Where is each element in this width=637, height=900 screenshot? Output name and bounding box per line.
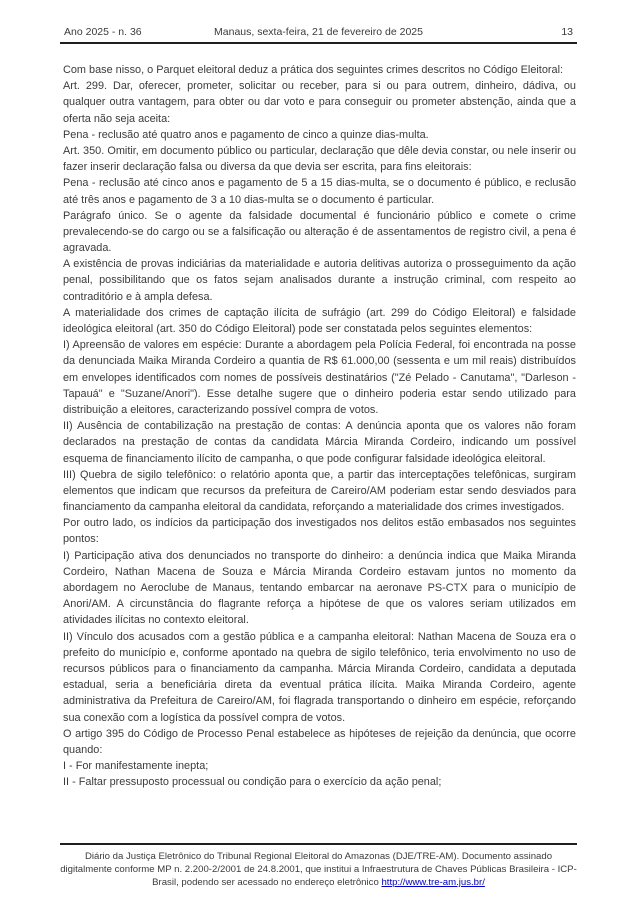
- edition-label: Ano 2025 - n. 36: [64, 26, 142, 38]
- header-divider: [60, 42, 577, 44]
- document-body: [63, 62, 576, 842]
- paragraph-art-299: Art. 299. Dar, oferecer, prometer, solicitar ou receber, para si ou para outrem, dinheiro, dádiva, ou qualquer outra vantagem, para obter ou dar voto e para conseguir ou prometer abstenção, ainda que a oferta não seja aceita:: [63, 80, 576, 125]
- date-location-label: Manaus, sexta-feira, 21 de fevereiro de 2025: [214, 26, 423, 38]
- footer-text: Diário da Justiça Eletrônico do Tribunal Regional Eleitoral do Amazonas (DJE/TRE-AM). Documento assinado digitalmente conforme MP n. 2.200-2/2001 de 24.8.2001, que institui a Infraestrutura de Chaves Públicas Brasileira - ICP-Brasil, podendo ser acessado no endereço eletrônico: [60, 851, 577, 888]
- paragraph-item-ii-ausencia: II) Ausência de contabilização na prestação de contas: A denúncia aponta que os valores não foram declarados na prestação de contas da candidata Márcia Miranda Cordeiro, indicando um possível esquema de financiamento ilícito de campanha, o que pode configurar falsidade ideológica eleitoral.: [63, 420, 576, 465]
- paragraph-pena-299: Pena - reclusão até quatro anos e pagamento de cinco a quinze dias-multa.: [63, 128, 429, 141]
- paragraph-inciso-i: I - For manifestamente inepta;: [63, 760, 209, 773]
- paragraph-art-350: Art. 350. Omitir, em documento público ou particular, declaração que dêle devia constar, ou nele inserir ou fazer inserir declaração falsa ou diversa da que devia ser escrita, para fins eleitorais:: [63, 144, 576, 174]
- paragraph-paragrafo-unico: Parágrafo único. Se o agente da falsidade documental é funcionário público e comete o crime prevalecendo-se do cargo ou se a falsificação ou alteração é de assentamentos de registro civil, a pena é agravada.: [63, 209, 576, 255]
- paragraph-item-i-participacao: I) Participação ativa dos denunciados no transporte do dinheiro: a denúncia indica que Maika Miranda Cordeiro, Nathan Macena de Souza e Márcia Miranda Cordeiro estavam juntos no momento da abordagem no Aeroclube de Manaus, tentando embarcar na aeronave PS-CTX para o município de Anori/AM. A circunstância do flagrante reforça a hipótese de que os valores seriam utilizados em atividades ilícitas no contexto eleitoral.: [63, 549, 576, 627]
- paragraph-por-outro-lado: Por outro lado, os indícios da participação dos investigados nos delitos estão embasados nos seguintes pontos:: [63, 517, 576, 546]
- header-row: [60, 0, 577, 38]
- paragraph-pena-350: Pena - reclusão até cinco anos e pagamento de 5 a 15 dias-multa, se o documento é público, e reclusão até três anos e pagamento de 3 a 10 dias-multa se o documento é particular.: [63, 177, 576, 206]
- paragraph-item-ii-vinculo: II) Vínculo dos acusados com a gestão pública e a campanha eleitoral: Nathan Macena de Souza era o prefeito do município e, conforme apontado na quebra de sigilo telefônico, teria envolvimento no uso de recursos públicos para o financiamento da campanha. Márcia Miranda Cordeiro, candidata a deputada estadual, seria a beneficiária direta da eventual prática ilícita. Maika Miranda Cordeiro, agente administrativa da Prefeitura de Careiro/AM, foi flagrada transportando o dinheiro em espécie, reforçando sua conexão com a logística da possível compra de votos.: [63, 630, 576, 724]
- paragraph-artigo-395: O artigo 395 do Código de Processo Penal estabelece as hipóteses de rejeição da denúncia, que ocorre quando:: [63, 727, 576, 756]
- paragraph-item-iii-quebra-sigilo: III) Quebra de sigilo telefônico: o relatório aponta que, a partir das interceptações telefônicas, surgiram elementos que indicam que recursos da prefeitura de Careiro/AM poderiam estar sendo desviados para financiamento da campanha eleitoral da candidata, reforçando a materialidade dos crimes investigados.: [63, 468, 576, 514]
- paragraph-intro: Com base nisso, o Parquet eleitoral deduz a prática dos seguintes crimes descritos no Código Eleitoral:: [63, 64, 564, 76]
- page-header: [60, 0, 577, 44]
- footer-link[interactable]: http://www.tre-am.jus.br/: [381, 877, 485, 888]
- page-footer: [60, 843, 577, 889]
- paragraph-existencia-provas: A existência de provas indiciárias da materialidade e autoria delitivas autoriza o prosseguimento da ação penal, possibilitando que os fatos sejam analisados durante a instrução criminal, com respeito ao contraditório e à ampla defesa.: [63, 258, 576, 303]
- page-number: 13: [561, 26, 573, 38]
- paragraph-item-i-apreensao: I) Apreensão de valores em espécie: Durante a abordagem pela Polícia Federal, foi encontrada na posse da denunciada Maika Miranda Cordeiro a quantia de R$ 61.000,00 (sessenta e um mil reais) distribuídos em envelopes identificados com nomes de possíveis destinatários ("Zé Pelado - Canutama", "Darleson - Tapauá" e "Suzane/Anori"). Esse detalhe sugere que o dinheiro poderia estar sendo utilizado para distribuição a eleitores, caracterizando possível compra de votos.: [63, 339, 576, 416]
- footer-divider: [60, 843, 577, 845]
- footer-text-block: [60, 850, 577, 889]
- paragraph-inciso-ii: II - Faltar pressuposto processual ou condição para o exercício da ação penal;: [63, 776, 442, 789]
- paragraph-materialidade: A materialidade dos crimes de captação ilícita de sufrágio (art. 299 do Código Eleitoral) e falsidade ideológica eleitoral (art. 350 do Código Eleitoral) pode ser constatada pelos seguintes elementos:: [63, 306, 576, 335]
